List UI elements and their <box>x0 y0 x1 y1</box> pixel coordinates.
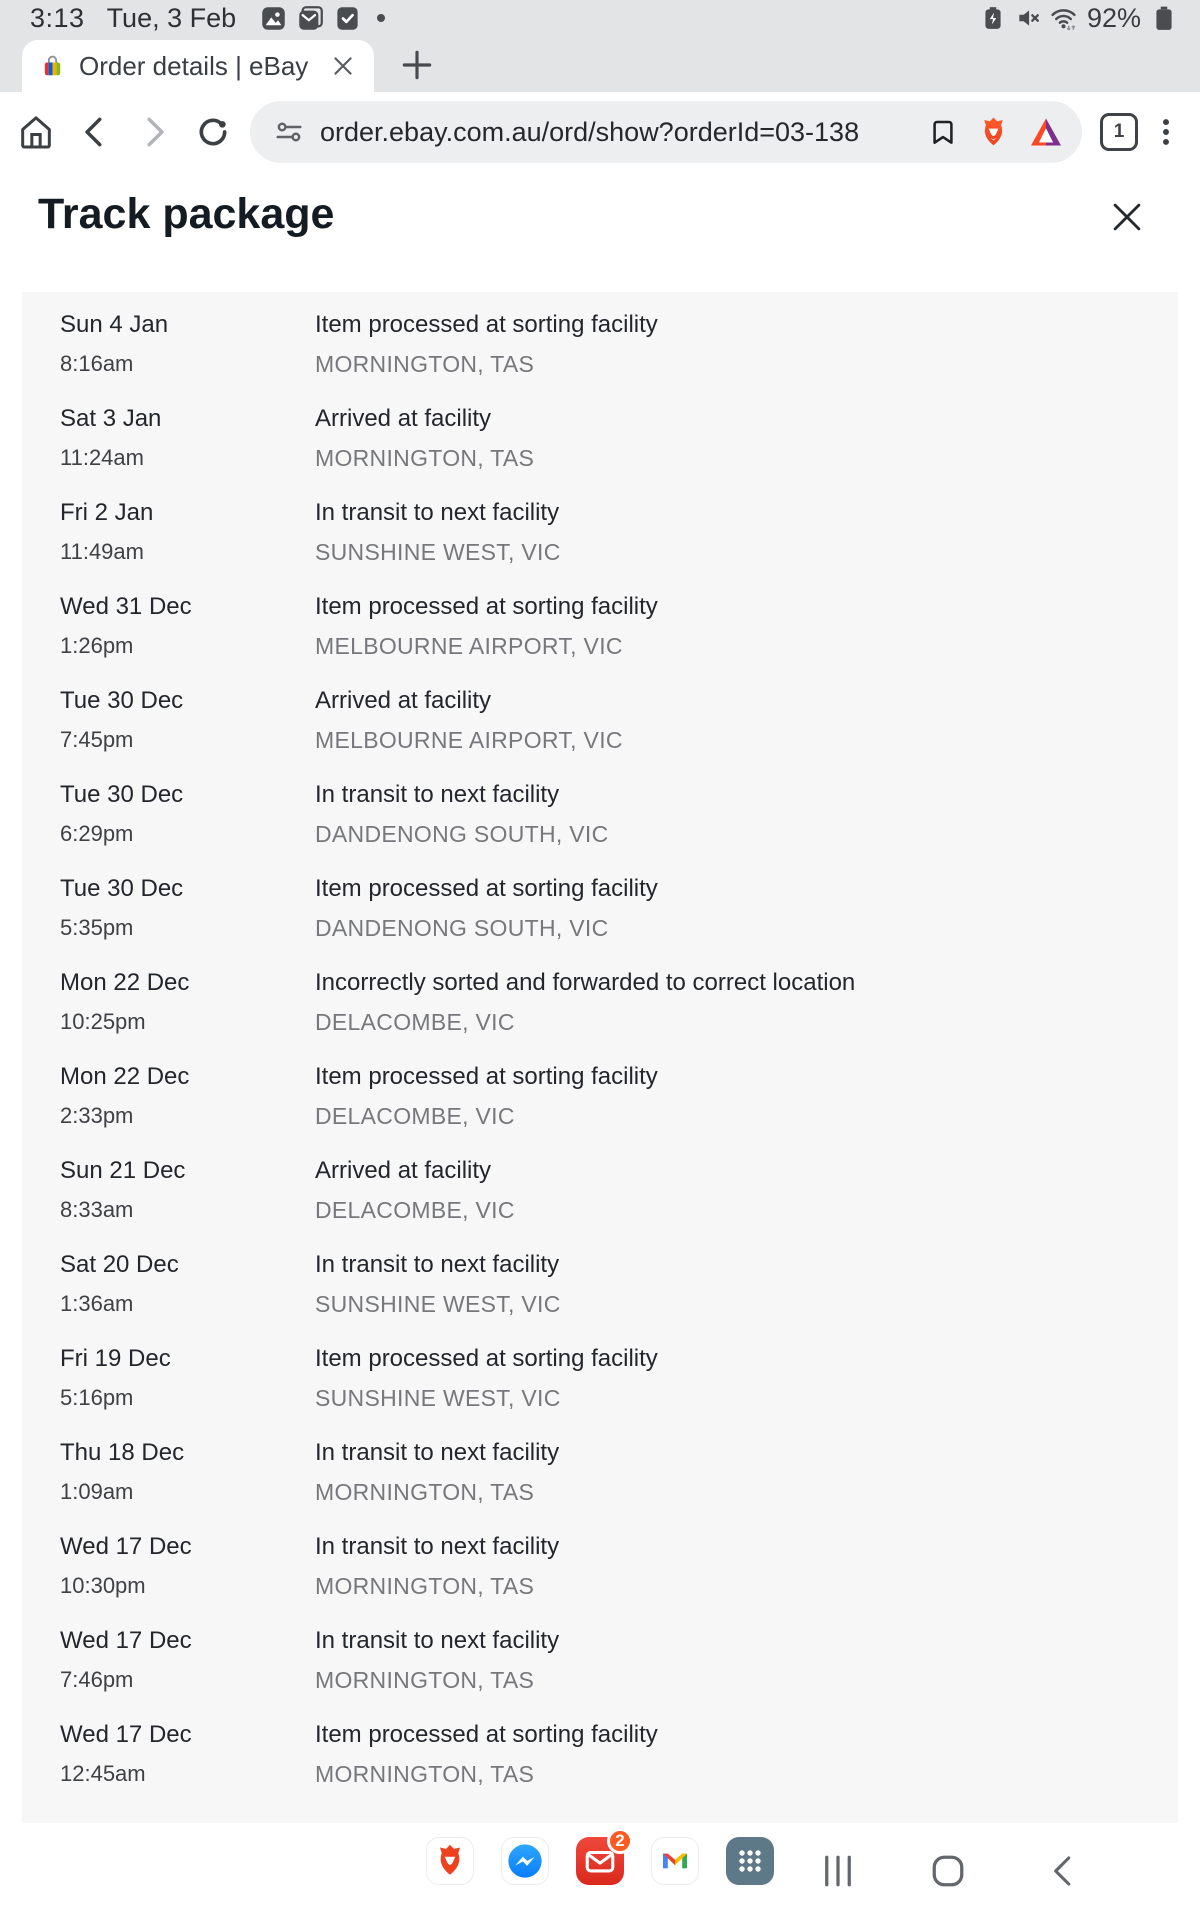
event-time: 6:29pm <box>60 821 134 846</box>
event-status: Item processed at sorting facility <box>315 311 658 338</box>
messenger-app-icon[interactable] <box>501 1837 549 1885</box>
event-time: 5:35pm <box>60 915 134 940</box>
event-datetime <box>60 1720 315 1788</box>
bookmark-icon[interactable] <box>927 116 959 148</box>
event-location: DELACOMBE, VIC <box>315 1197 515 1223</box>
event-location: SUNSHINE WEST, VIC <box>315 539 561 565</box>
event-status: Arrived at facility <box>315 1157 492 1184</box>
event-location: MORNINGTON, TAS <box>315 445 535 471</box>
url-text[interactable]: order.ebay.com.au/ord/show?orderId=03-138 <box>320 116 860 147</box>
tracking-event-row <box>60 1156 1148 1224</box>
browser-toolbar <box>0 92 1200 172</box>
event-date: Mon 22 Dec <box>60 969 190 996</box>
event-status: Arrived at facility <box>315 687 492 714</box>
event-details <box>315 1344 1148 1412</box>
event-location: MORNINGTON, TAS <box>315 1479 535 1505</box>
event-datetime <box>60 1344 315 1412</box>
event-details <box>315 780 1148 848</box>
gmail-app-icon[interactable] <box>651 1837 699 1885</box>
task-complete-notification-icon <box>334 5 361 32</box>
back-nav-button[interactable] <box>1042 1849 1086 1893</box>
event-details <box>315 1720 1148 1788</box>
event-date: Tue 30 Dec <box>60 781 184 808</box>
event-date: Tue 30 Dec <box>60 687 184 714</box>
event-location: MORNINGTON, TAS <box>315 1573 535 1599</box>
event-date: Tue 30 Dec <box>60 875 184 902</box>
event-date: Wed 17 Dec <box>60 1627 192 1654</box>
tracking-event-row <box>60 686 1148 754</box>
event-details <box>315 1250 1148 1318</box>
tracking-events-list <box>22 292 1178 1823</box>
event-time: 8:33am <box>60 1197 134 1222</box>
event-date: Sun 21 Dec <box>60 1157 186 1184</box>
event-datetime <box>60 404 315 472</box>
app-drawer-icon[interactable] <box>726 1837 774 1885</box>
brave-shields-icon[interactable] <box>975 114 1012 151</box>
event-time: 12:45am <box>60 1761 146 1786</box>
event-datetime <box>60 1062 315 1130</box>
home-nav-button[interactable] <box>926 1849 970 1893</box>
event-status: Item processed at sorting facility <box>315 593 658 620</box>
event-datetime <box>60 1250 315 1318</box>
app-dock <box>426 1831 774 1885</box>
mute-icon <box>1015 5 1042 32</box>
url-bar[interactable] <box>250 101 1082 163</box>
event-status: Item processed at sorting facility <box>315 875 658 902</box>
home-button[interactable] <box>14 110 58 154</box>
event-location: DELACOMBE, VIC <box>315 1009 515 1035</box>
mail-app-icon[interactable] <box>576 1831 625 1885</box>
tracking-event-row <box>60 498 1148 566</box>
tracking-event-row <box>60 1438 1148 1506</box>
event-time: 11:24am <box>60 445 144 470</box>
tab-strip <box>0 36 1200 92</box>
event-date: Wed 31 Dec <box>60 593 192 620</box>
event-time: 5:16pm <box>60 1385 134 1410</box>
event-status: In transit to next facility <box>315 781 560 808</box>
event-datetime <box>60 874 315 942</box>
event-details <box>315 498 1148 566</box>
browser-tab[interactable] <box>22 40 374 92</box>
close-track-package-button[interactable] <box>1108 198 1146 236</box>
wifi-icon <box>1050 5 1077 32</box>
event-location: SUNSHINE WEST, VIC <box>315 1291 561 1317</box>
tracking-event-row <box>60 1532 1148 1600</box>
event-time: 8:16am <box>60 351 134 376</box>
event-location: SUNSHINE WEST, VIC <box>315 1385 561 1411</box>
event-time: 7:45pm <box>60 727 134 752</box>
event-time: 11:49am <box>60 539 144 564</box>
android-navbar <box>780 1823 1200 1920</box>
event-location: MORNINGTON, TAS <box>315 351 535 377</box>
event-details <box>315 404 1148 472</box>
event-status: Item processed at sorting facility <box>315 1721 658 1748</box>
tracking-event-row <box>60 404 1148 472</box>
event-date: Sat 20 Dec <box>60 1251 179 1278</box>
tab-title: Order details | eBay <box>79 50 309 81</box>
tab-count: 1 <box>1113 121 1125 142</box>
brave-app-icon[interactable] <box>426 1837 474 1885</box>
screenshot-notification-icon <box>260 5 287 32</box>
new-tab-button[interactable] <box>398 46 436 84</box>
event-status: In transit to next facility <box>315 499 560 526</box>
ebay-favicon-icon <box>40 54 65 79</box>
recents-button[interactable] <box>816 1849 860 1893</box>
event-status: In transit to next facility <box>315 1627 560 1654</box>
event-details <box>315 1156 1148 1224</box>
event-status: In transit to next facility <box>315 1251 560 1278</box>
event-time: 10:25pm <box>60 1009 146 1034</box>
event-location: MELBOURNE AIRPORT, VIC <box>315 633 623 659</box>
tracking-event-row <box>60 1344 1148 1412</box>
status-bar-right <box>980 3 1178 34</box>
battery-icon <box>1151 5 1178 32</box>
mail-notification-icon <box>297 5 324 32</box>
event-time: 1:26pm <box>60 633 134 658</box>
tracking-event-row <box>60 1250 1148 1318</box>
tab-counter-button[interactable] <box>1100 113 1138 151</box>
forward-button[interactable] <box>132 110 176 154</box>
tracking-event-row <box>60 968 1148 1036</box>
event-datetime <box>60 592 315 660</box>
event-details <box>315 968 1148 1036</box>
event-details <box>315 1062 1148 1130</box>
event-status: Item processed at sorting facility <box>315 1063 658 1090</box>
tracking-event-row <box>60 1720 1148 1788</box>
event-details <box>315 592 1148 660</box>
event-date: Wed 17 Dec <box>60 1721 192 1748</box>
event-time: 10:30pm <box>60 1573 146 1598</box>
event-details <box>315 874 1148 942</box>
event-date: Sat 3 Jan <box>60 405 162 432</box>
event-details <box>315 1626 1148 1694</box>
event-date: Wed 17 Dec <box>60 1533 192 1560</box>
tracking-event-row <box>60 310 1148 378</box>
event-datetime <box>60 686 315 754</box>
event-datetime <box>60 1626 315 1694</box>
event-location: DELACOMBE, VIC <box>315 1103 515 1129</box>
event-time: 2:33pm <box>60 1103 134 1128</box>
battery-saver-icon <box>980 5 1007 32</box>
event-date: Thu 18 Dec <box>60 1439 185 1466</box>
event-time: 1:36am <box>60 1291 134 1316</box>
event-datetime <box>60 1438 315 1506</box>
event-location: MORNINGTON, TAS <box>315 1761 535 1787</box>
page-title: Track package <box>38 190 335 238</box>
brave-rewards-bat-icon[interactable] <box>1028 114 1064 150</box>
track-package-header <box>0 184 1200 260</box>
tracking-event-row <box>60 1626 1148 1694</box>
mail-unread-badge: 2 <box>607 1828 633 1854</box>
event-details <box>315 310 1148 378</box>
tracking-event-row <box>60 874 1148 942</box>
event-date: Fri 2 Jan <box>60 499 154 526</box>
event-datetime <box>60 498 315 566</box>
tracking-event-row <box>60 1062 1148 1130</box>
reload-button[interactable] <box>191 110 235 154</box>
status-bar-left <box>30 3 385 34</box>
event-datetime <box>60 1532 315 1600</box>
event-date: Sun 4 Jan <box>60 311 169 338</box>
site-settings-icon[interactable] <box>274 117 304 147</box>
event-location: MORNINGTON, TAS <box>315 1667 535 1693</box>
event-datetime <box>60 310 315 378</box>
status-bar <box>0 0 1200 36</box>
event-datetime <box>60 968 315 1036</box>
event-location: DANDENONG SOUTH, VIC <box>315 915 609 941</box>
event-datetime <box>60 780 315 848</box>
clock: 3:13 <box>30 2 85 33</box>
event-status: Item processed at sorting facility <box>315 1345 658 1372</box>
event-status: In transit to next facility <box>315 1533 560 1560</box>
event-time: 7:46pm <box>60 1667 134 1692</box>
back-button[interactable] <box>73 110 117 154</box>
event-location: MELBOURNE AIRPORT, VIC <box>315 727 623 753</box>
event-details <box>315 1532 1148 1600</box>
event-status: Incorrectly sorted and forwarded to correct location <box>315 969 856 996</box>
tab-close-icon[interactable] <box>330 53 356 79</box>
tracking-event-row <box>60 592 1148 660</box>
tracking-event-row <box>60 780 1148 848</box>
event-datetime <box>60 1156 315 1224</box>
event-location: DANDENONG SOUTH, VIC <box>315 821 609 847</box>
event-details <box>315 1438 1148 1506</box>
event-date: Mon 22 Dec <box>60 1063 190 1090</box>
event-status: In transit to next facility <box>315 1439 560 1466</box>
status-date: Tue, 3 Feb <box>106 2 237 33</box>
more-notifications-dot <box>377 14 385 22</box>
bottom-bar <box>0 1823 1200 1920</box>
overflow-menu-icon[interactable] <box>1148 110 1184 154</box>
event-time: 1:09am <box>60 1479 134 1504</box>
event-details <box>315 686 1148 754</box>
event-date: Fri 19 Dec <box>60 1345 171 1372</box>
battery-percent: 92% <box>1086 2 1141 33</box>
event-status: Arrived at facility <box>315 405 492 432</box>
